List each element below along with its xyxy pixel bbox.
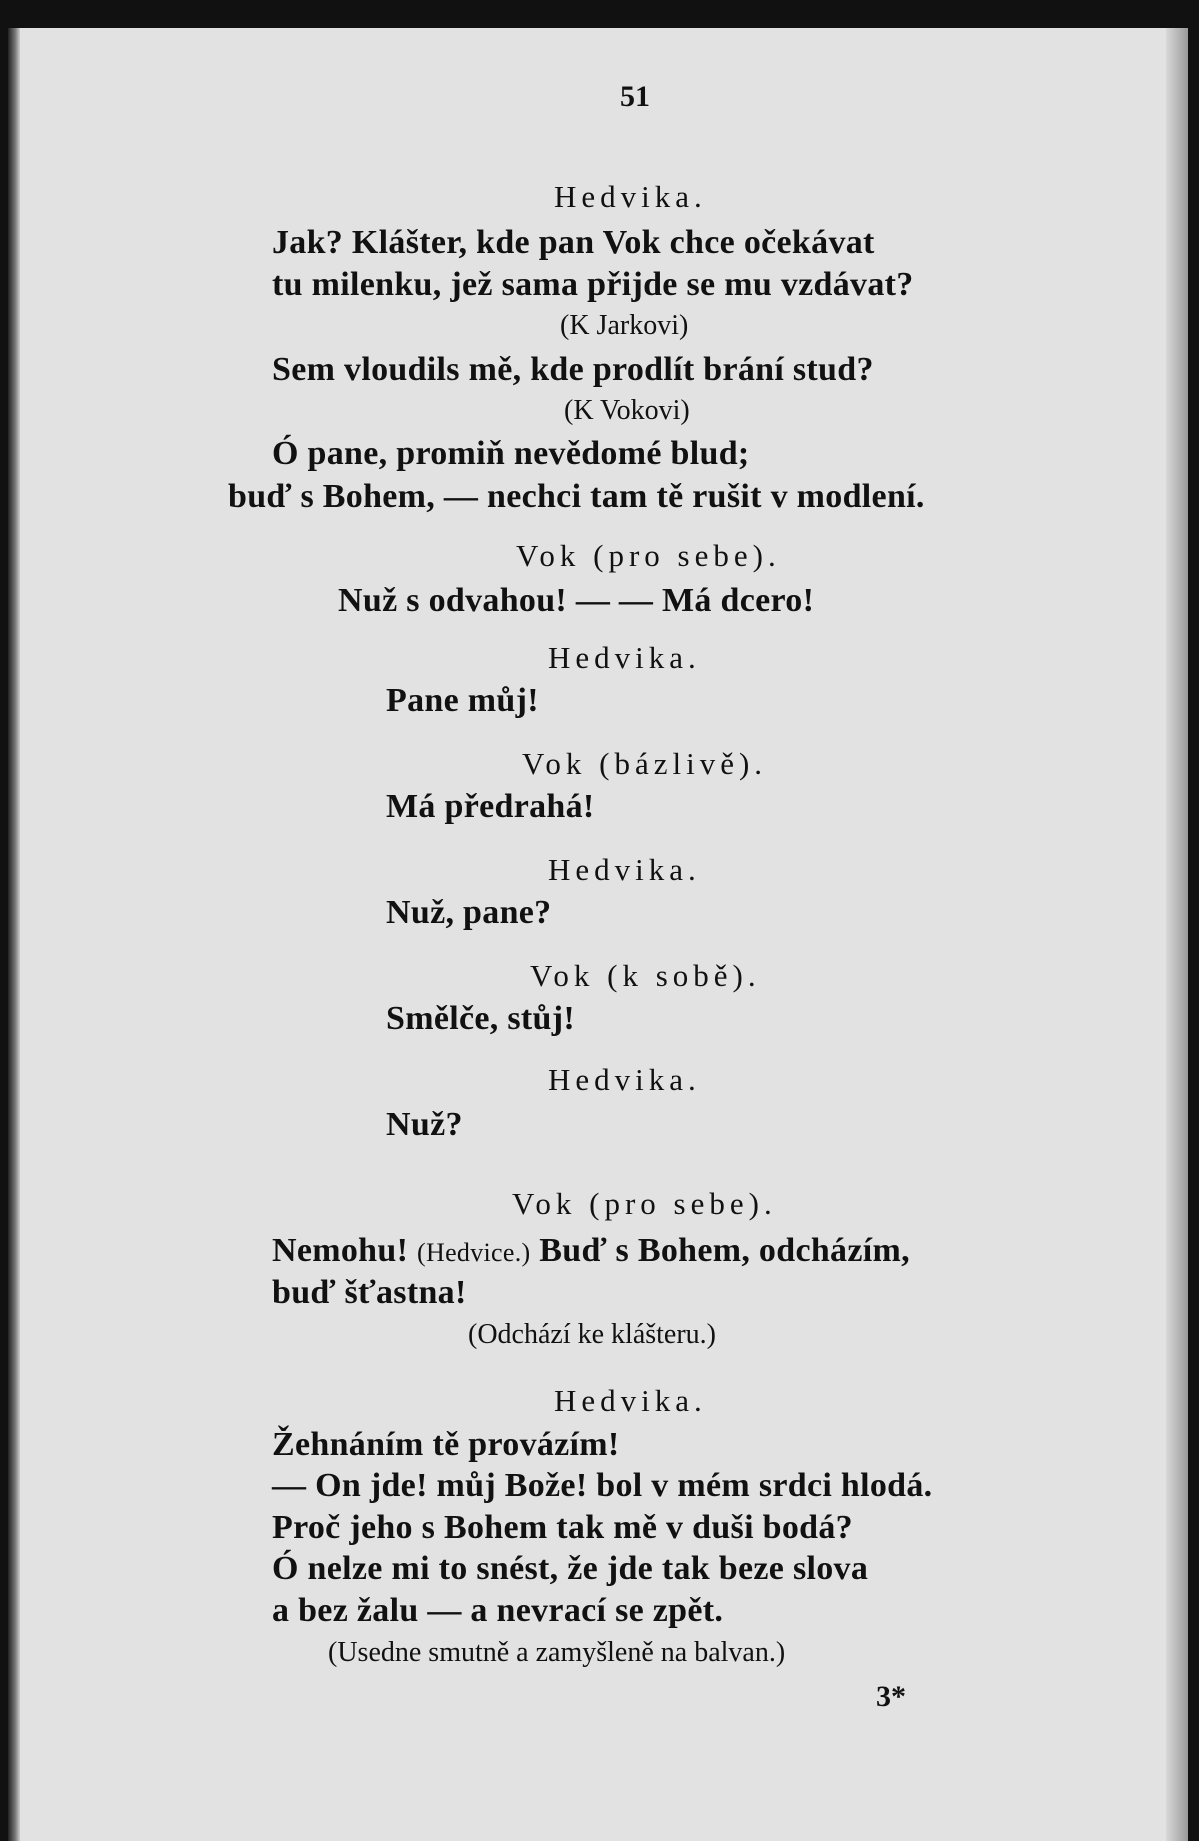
verse-line: Sem vloudils mě, kde prodlít brání stud? bbox=[272, 351, 874, 388]
verse-line: — On jde! můj Bože! bol v mém srdci hlodá. bbox=[272, 1467, 933, 1504]
verse-line: Nuž? bbox=[386, 1106, 463, 1143]
verse-text: Nemohu! bbox=[272, 1232, 409, 1269]
speaker-name: Vok (pro sebe). bbox=[516, 538, 781, 573]
page-number: 51 bbox=[620, 80, 650, 113]
verse-line bbox=[272, 1234, 910, 1268]
book-page bbox=[8, 28, 1188, 1841]
verse-line: Proč jeho s Bohem tak mě v duši bodá? bbox=[272, 1509, 853, 1546]
verse-line: Má předrahá! bbox=[386, 788, 595, 825]
stage-direction: (K Jarkovi) bbox=[560, 310, 689, 341]
verse-line: Nuž s odvahou! — — Má dcero! bbox=[338, 582, 815, 619]
stage-direction: (Usedne smutně a zamyšleně na balvan.) bbox=[328, 1637, 786, 1668]
verse-line: Smělče, stůj! bbox=[386, 1000, 575, 1037]
speaker-name: Hedvika. bbox=[554, 1383, 707, 1418]
stage-direction: (K Vokovi) bbox=[564, 395, 690, 426]
verse-text: Buď s Bohem, odcházím, bbox=[539, 1232, 910, 1269]
speaker-name: Hedvika. bbox=[554, 179, 707, 214]
speaker-name: Hedvika. bbox=[548, 852, 701, 887]
speaker-name: Hedvika. bbox=[548, 1062, 701, 1097]
speaker-name: Vok (pro sebe). bbox=[512, 1186, 777, 1221]
stage-direction-inline: (Hedvice.) bbox=[417, 1238, 531, 1267]
verse-line: Ó nelze mi to snést, že jde tak beze slova bbox=[272, 1550, 869, 1587]
verse-line: Nuž, pane? bbox=[386, 894, 552, 931]
verse-line: tu milenku, jež sama přijde se mu vzdávat? bbox=[272, 266, 914, 303]
verse-line: Pane můj! bbox=[386, 682, 539, 719]
verse-line: a bez žalu — a nevrací se zpět. bbox=[272, 1592, 724, 1629]
verse-line: Ó pane, promiň nevědomé blud; bbox=[272, 435, 750, 472]
verse-line: Žehnáním tě provázím! bbox=[272, 1426, 620, 1463]
stage-direction: (Odchází ke klášteru.) bbox=[468, 1319, 716, 1350]
verse-line: Jak? Klášter, kde pan Vok chce očekávat bbox=[272, 224, 875, 261]
speaker-name: Vok (k sobě). bbox=[530, 958, 761, 993]
speaker-name: Vok (bázlivě). bbox=[522, 746, 768, 781]
verse-line: buď s Bohem, — nechci tam tě rušit v modlení. bbox=[228, 478, 925, 515]
verse-line: buď šťastna! bbox=[272, 1274, 467, 1311]
signature-mark: 3* bbox=[876, 1680, 906, 1713]
speaker-name: Hedvika. bbox=[548, 640, 701, 675]
